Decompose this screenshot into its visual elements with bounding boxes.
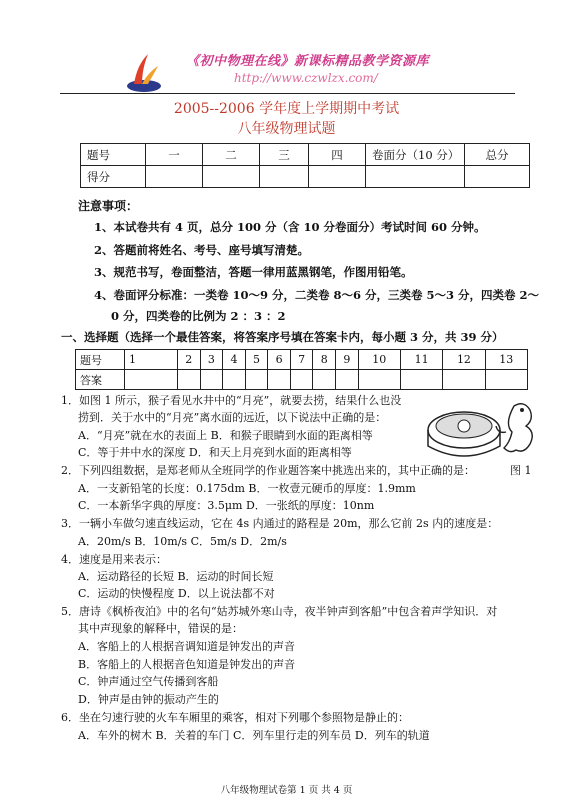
notes-heading: 注意事项： [78, 199, 139, 213]
answer-table-answer-row [76, 370, 528, 390]
question-option: D．钟声是由钟的振动产生的 [78, 693, 219, 706]
note-item: 2、答题前将姓名、考号、座号填写清楚。 [94, 243, 309, 257]
question-option: A．客船上的人根据音调知道是钟发出的声音 [78, 640, 295, 653]
score-table [80, 143, 530, 188]
question-number-cell: 13 [485, 350, 527, 370]
score-cell[interactable] [465, 166, 530, 188]
answer-cell[interactable] [178, 370, 201, 390]
question-option: A．一支新铅笔的长度：0.175dm B．一枚壹元硬币的厚度：1.9mm [78, 482, 416, 495]
exam-title: 2005--2006 学年度上学期期中考试 [173, 101, 400, 117]
question-number-cell: 6 [268, 350, 291, 370]
site-logo [124, 50, 164, 94]
question-option: A．20m/s B．10m/s C．5m/s D．2m/s [78, 535, 287, 548]
banner-title: 《初中物理在线》新课标精品教学资源库 [186, 54, 430, 69]
answer-row-label: 题号 [76, 350, 125, 370]
score-cell[interactable] [146, 166, 203, 188]
note-item: 1、本试卷共有 4 页，总分 100 分（含 10 分卷面分）考试时间 60 分钟。 [94, 220, 486, 234]
question-option: B．客船上的人根据音色知道是钟发出的声音 [78, 658, 296, 671]
banner-url[interactable]: http://www.czwlzx.com/ [234, 71, 378, 85]
answer-cell[interactable] [245, 370, 268, 390]
question-line: 2．下列四组数据，是郑老师从全班同学的作业题答案中挑选出来的，其中正确的是： [61, 464, 475, 477]
score-header-cell: 四 [309, 144, 366, 166]
answer-cell[interactable] [223, 370, 246, 390]
question-number-cell: 9 [336, 350, 359, 370]
note-item: 0 分，四类卷的比例为 2 ：3 ：2 [111, 309, 286, 323]
question-option: A．车外的树木 B．关着的车门 C．列车里行走的列车员 D．列车的轨道 [78, 729, 430, 742]
question-number-cell: 8 [313, 350, 336, 370]
note-item: 4、卷面评分标准：一类卷 10～9 分，二类卷 8～6 分，三类卷 5～3 分，四类卷 2～ [94, 288, 540, 302]
answer-cell[interactable] [485, 370, 527, 390]
answer-row-label: 答案 [76, 370, 125, 390]
question-line: 4．速度是用来表示： [61, 553, 167, 566]
figure-label: 图 1 [510, 464, 532, 477]
answer-cell[interactable] [400, 370, 442, 390]
answer-cell[interactable] [313, 370, 336, 390]
question-line: 6．坐在匀速行驶的火车车厢里的乘客，相对下列哪个参照物是静止的： [61, 711, 409, 724]
question-option: C．钟声通过空气传播到客船 [78, 675, 219, 688]
question-line: 其中声现象的解释中，错误的是： [78, 622, 243, 635]
header-divider [60, 93, 515, 94]
score-row-label: 得分 [81, 166, 146, 188]
question-number-cell: 3 [200, 350, 223, 370]
question-option: A．“月亮”就在水的表面上 B．和猴子眼睛到水面的距离相等 [78, 429, 373, 442]
score-cell[interactable] [203, 166, 260, 188]
answer-table [75, 349, 528, 390]
score-cell[interactable] [309, 166, 366, 188]
question-number-cell: 10 [358, 350, 400, 370]
question-line: 1．如图 1 所示，猴子看见水井中的“月亮”，就要去捞，结果什么也没 [61, 394, 402, 407]
answer-cell[interactable] [125, 370, 178, 390]
question-number-cell: 2 [178, 350, 201, 370]
question-option: C．等于井中水的深度 D．和天上月亮到水面的距离相等 [78, 446, 352, 459]
score-header-cell: 三 [260, 144, 309, 166]
score-header-cell: 总分 [465, 144, 530, 166]
question-option: C．一本新华字典的厚度：3.5μm D．一张纸的厚度：10nm [78, 499, 375, 512]
answer-table-number-row [76, 350, 528, 370]
score-cell[interactable] [260, 166, 309, 188]
answer-cell[interactable] [290, 370, 313, 390]
score-table-header-row [81, 144, 530, 166]
answer-cell[interactable] [443, 370, 485, 390]
exam-subtitle: 八年级物理试题 [237, 121, 336, 137]
question-line: 捞到．关于水中的“月亮”离水面的远近，以下说法中正确的是： [78, 411, 387, 424]
answer-cell[interactable] [268, 370, 291, 390]
figure-monkey-well [422, 396, 542, 466]
score-cell[interactable] [366, 166, 465, 188]
question-line: 3．一辆小车做匀速直线运动，它在 4s 内通过的路程是 20m，那么它前 2s 内的速度是： [61, 517, 499, 530]
question-number-cell: 1 [125, 350, 178, 370]
question-line: 5．唐诗《枫桥夜泊》中的名句“姑苏城外寒山寺，夜半钟声到客船”中包含着声学知识．对 [61, 605, 498, 618]
page-footer: 八年级物理试卷第 1 页 共 4 页 [220, 785, 353, 796]
note-item: 3、规范书写，卷面整洁，答题一律用蓝黑钢笔，作图用铅笔。 [94, 265, 413, 279]
question-number-cell: 11 [400, 350, 442, 370]
score-header-cell: 卷面分（10 分） [366, 144, 465, 166]
score-header-cell: 一 [146, 144, 203, 166]
answer-cell[interactable] [200, 370, 223, 390]
question-number-cell: 4 [223, 350, 246, 370]
score-table-value-row [81, 166, 530, 188]
score-header-cell: 二 [203, 144, 260, 166]
question-option: A．运动路径的长短 B．运动的时间长短 [78, 570, 274, 583]
question-option: C．运动的快慢程度 D．以上说法都不对 [78, 587, 275, 600]
question-number-cell: 7 [290, 350, 313, 370]
question-number-cell: 12 [443, 350, 485, 370]
question-number-cell: 5 [245, 350, 268, 370]
section-heading: 一、选择题（选择一个最佳答案，将答案序号填在答案卡内，每小题 3 分，共 39 分） [61, 330, 504, 344]
score-header-cell: 题号 [81, 144, 146, 166]
answer-cell[interactable] [358, 370, 400, 390]
answer-cell[interactable] [336, 370, 359, 390]
